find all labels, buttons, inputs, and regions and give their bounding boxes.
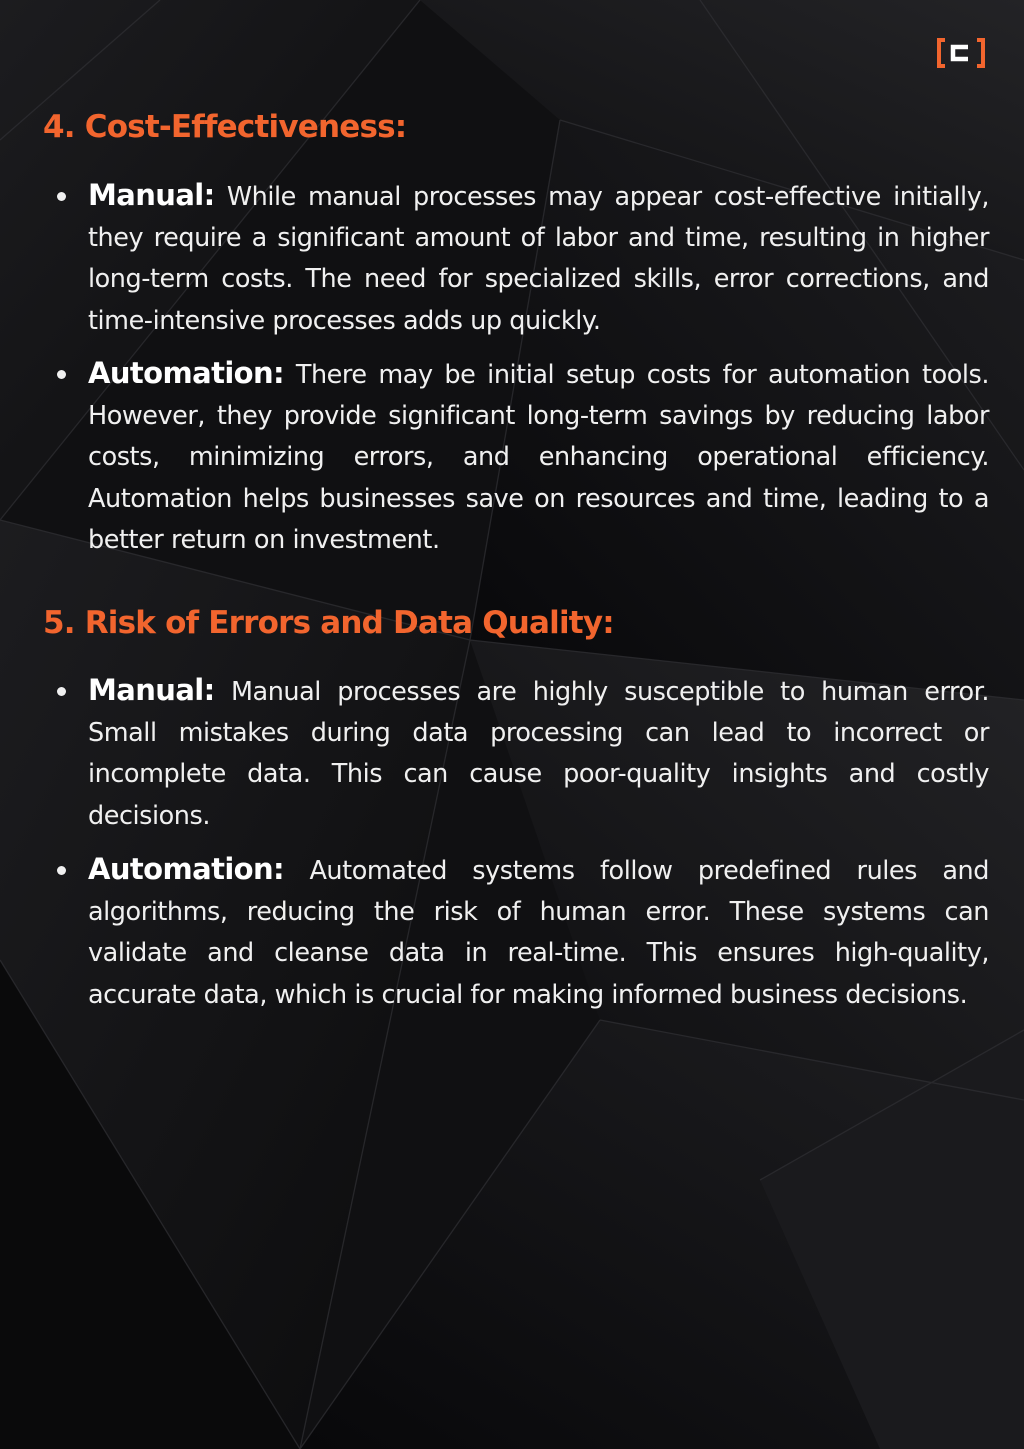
term-label: Manual: xyxy=(88,673,215,707)
bullet-dot-icon xyxy=(57,370,66,379)
term-label: Automation: xyxy=(88,852,285,886)
term-label: Manual: xyxy=(88,178,215,212)
bullet-dot-icon xyxy=(57,687,66,696)
section-heading-risk-of-errors: 5. Risk of Errors and Data Quality: xyxy=(43,605,614,641)
item-text: While manual processes may appear cost-effective initially, they require a significant amount of labor and time, resulting in higher long-term costs. The need for specialized skills, error corrections, and time-intensive processes adds up quickly. xyxy=(88,182,989,336)
item-text: Automated systems follow predefined rules and algorithms, reducing the risk of human error. These systems can validate and cleanse data in real-time. This ensures high-quality, accurate data, which is crucial for making informed business decisions. xyxy=(88,856,989,1010)
item-text: There may be initial setup costs for automation tools. However, they provide significant long-term savings by reducing labor costs, minimizing errors, and enhancing operational efficiency. Automation helps businesses save on resources and time, leading to a better return on investment. xyxy=(88,360,990,555)
bullet-dot-icon xyxy=(57,866,66,875)
list-item-manual xyxy=(88,175,989,342)
section-heading-cost-effectiveness: 4. Cost-Effectiveness: xyxy=(43,109,407,145)
list-item-manual xyxy=(88,670,989,837)
list-item-automation xyxy=(88,353,989,561)
item-text: Manual processes are highly susceptible to human error. Small mistakes during data processing can lead to incorrect or incomplete data. This can cause poor-quality insights and costly decisions. xyxy=(88,677,990,831)
bullet-dot-icon xyxy=(57,192,66,201)
list-item-automation xyxy=(88,849,989,1016)
term-label: Automation: xyxy=(88,356,285,390)
bracket-c-logo-icon xyxy=(937,38,985,68)
